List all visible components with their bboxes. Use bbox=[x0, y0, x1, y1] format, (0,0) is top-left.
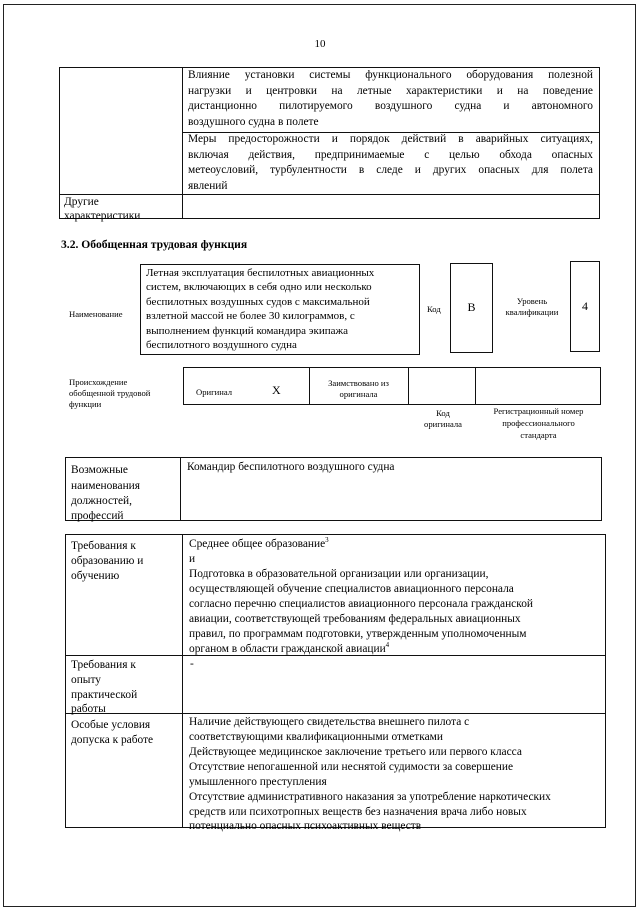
name-text: Летная эксплуатация беспилотных авиационных bbox=[146, 267, 375, 279]
conditions-line: Действующее медицинское заключение третьего или первого класса bbox=[189, 746, 522, 758]
experience-label: опыту bbox=[71, 674, 101, 686]
name-text: систем, включающих в себя одно или несколько bbox=[146, 281, 372, 293]
page-number: 10 bbox=[314, 38, 326, 50]
positions-label: наименования bbox=[71, 480, 141, 492]
row1-line: воздушного судна в полете bbox=[188, 115, 319, 128]
education-label: образованию и bbox=[71, 555, 144, 567]
education-label: Требования к bbox=[71, 540, 136, 552]
name-text: беспилотного воздушного судна bbox=[146, 339, 297, 351]
conditions-line: потенциально опасных психоактивных веществ bbox=[189, 820, 422, 832]
row2-line: Меры предосторожности и порядок действий в аварийных ситуациях, bbox=[188, 133, 593, 145]
conditions-label: Особые условия bbox=[71, 719, 151, 731]
name-text: беспилотных воздушных судов с максимальной bbox=[146, 295, 370, 308]
conditions-line: Наличие действующего свидетельства внешнего пилота с bbox=[189, 716, 470, 728]
education-line: и bbox=[189, 553, 196, 565]
education-line: правил, по программам подготовки, утвержденным уполномоченным bbox=[189, 628, 527, 640]
borrowed-label: Заимствовано из bbox=[328, 378, 389, 388]
education-line: авиации, соответствующей требованиям федеральных авиационных bbox=[189, 613, 521, 625]
code-original-label: Код bbox=[436, 408, 450, 418]
row2-line: метеоусловий, турбулентности в следе и других опасных для полета bbox=[188, 164, 593, 176]
education-label: обучению bbox=[71, 570, 120, 582]
level-value: 4 bbox=[582, 299, 588, 313]
experience-label: работы bbox=[71, 703, 106, 715]
code-original-label: оригинала bbox=[424, 419, 462, 429]
original-mark: X bbox=[272, 383, 281, 397]
section-title: 3.2. Обобщенная трудовая функция bbox=[61, 238, 248, 251]
footnote-3: 3 bbox=[325, 536, 329, 545]
origin-label: обобщенной трудовой bbox=[69, 388, 151, 398]
reg-number-label: профессионального bbox=[502, 418, 575, 428]
positions-label: должностей, bbox=[71, 495, 133, 507]
level-label: Уровень bbox=[516, 296, 548, 306]
education-line: согласно перечню специалистов авиационного персонала гражданской bbox=[189, 598, 533, 610]
conditions-line: умышленного преступления bbox=[189, 776, 327, 788]
other-label: Другие bbox=[64, 196, 99, 208]
conditions-line: Отсутствие непогашенной или неснятой судимости за совершение bbox=[189, 761, 514, 773]
origin-label: Происхождение bbox=[69, 377, 128, 387]
name-label: Наименование bbox=[69, 309, 123, 319]
reg-number-label: Регистрационный номер bbox=[493, 406, 584, 416]
row2-line: включая действия, предпринимаемые с целью обхода опасных bbox=[188, 148, 593, 161]
conditions-line: Отсутствие административного наказания за употребление наркотических bbox=[189, 791, 551, 803]
reg-number-label: стандарта bbox=[520, 430, 557, 440]
conditions-line: соответствующими квалификационными отметками bbox=[189, 731, 443, 743]
row1-line: нагрузки и центровки на летные характеристики и на поведение bbox=[188, 84, 593, 97]
row1-line: Влияние установки системы функционального оборудования полезной bbox=[188, 69, 593, 81]
conditions-line: средств или психотропных веществ без назначения врача либо новых bbox=[189, 806, 527, 818]
footnote-4: 4 bbox=[385, 641, 390, 650]
experience-value: - bbox=[190, 658, 194, 670]
experience-label: практической bbox=[71, 689, 138, 701]
education-line: осуществляющей обучение специалистов авиационного персонала bbox=[189, 583, 514, 595]
borrowed-label: оригинала bbox=[339, 389, 378, 399]
experience-label: Требования к bbox=[71, 659, 136, 671]
level-label: квалификации bbox=[505, 307, 559, 317]
code-value: B bbox=[467, 300, 476, 314]
education-line: органом в области гражданской авиации$^4$ bbox=[189, 641, 390, 655]
education-line: Среднее общее образование$^3$ bbox=[189, 536, 329, 550]
positions-label: Возможные bbox=[71, 464, 128, 476]
education-line: Подготовка в образовательной организации или организации, bbox=[189, 568, 489, 580]
row2-line: явлений bbox=[188, 179, 228, 192]
conditions-label: допуска к работе bbox=[71, 734, 154, 746]
name-text: выполнением функций командира экипажа bbox=[146, 324, 348, 337]
positions-value: Командир беспилотного воздушного судна bbox=[187, 461, 395, 473]
name-text: взлетной массой не более 30 килограммов, с bbox=[146, 310, 355, 322]
row1-line: дистанционно пилотируемого воздушного судна и автономного bbox=[188, 100, 593, 112]
code-label: Код bbox=[427, 304, 441, 314]
origin-label: функции bbox=[69, 399, 102, 409]
original-label: Оригинал bbox=[196, 387, 233, 397]
other-label: характеристики bbox=[64, 210, 141, 222]
positions-label: профессий bbox=[71, 510, 124, 522]
